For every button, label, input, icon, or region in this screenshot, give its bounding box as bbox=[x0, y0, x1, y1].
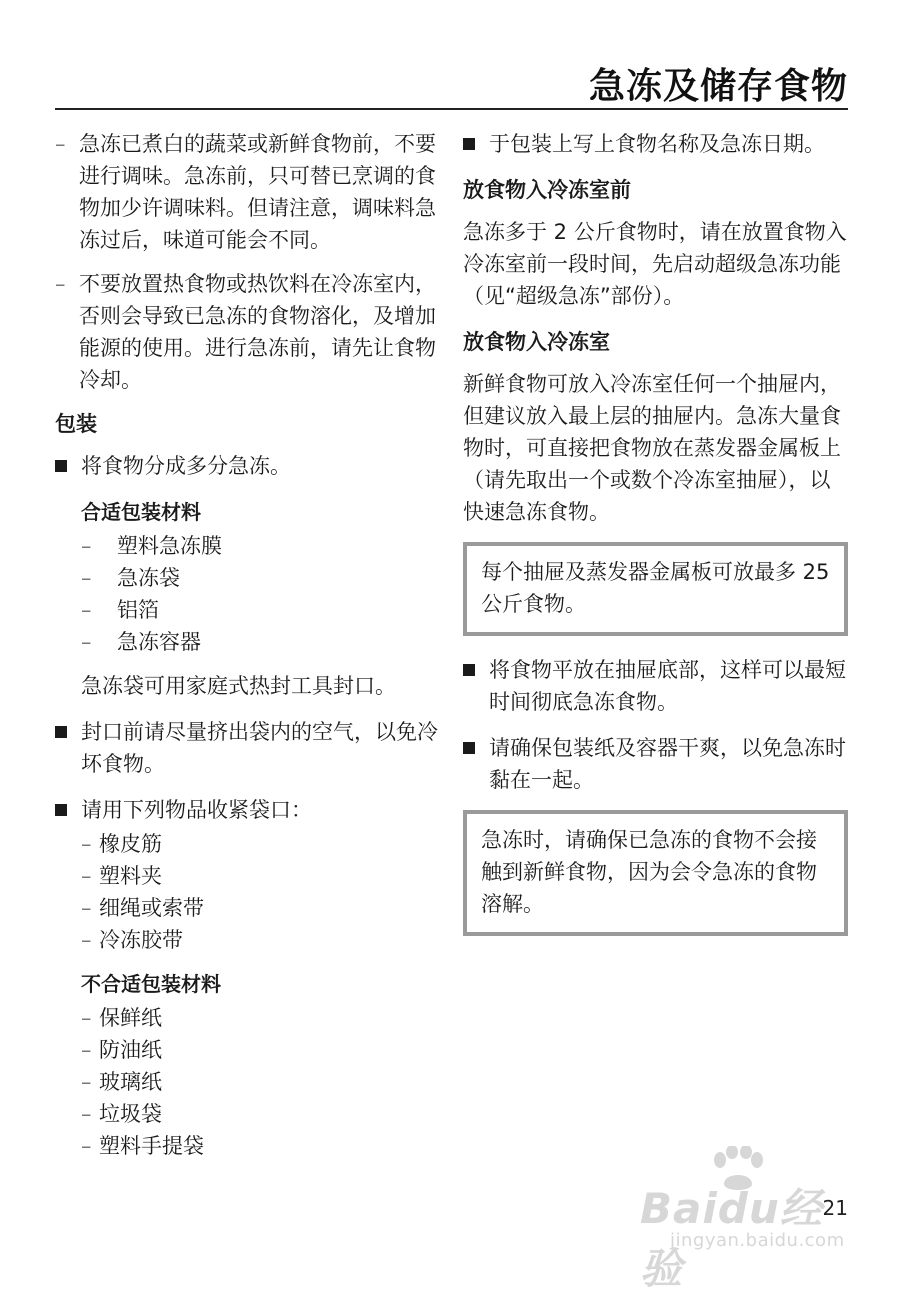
bullet-text: 封口前请尽量挤出袋内的空气，以免冷坏食物。 bbox=[81, 720, 438, 776]
list-item bbox=[81, 892, 440, 924]
placing-food-heading: 放食物入冷冻室 bbox=[463, 330, 610, 354]
watermark-url: jingyan.baidu.com bbox=[670, 1230, 845, 1251]
intro-dash-item bbox=[55, 268, 440, 396]
dash-marker: – bbox=[81, 534, 92, 558]
bullet-text: 请确保包装纸及容器干爽，以免急冻时黏在一起。 bbox=[489, 736, 846, 792]
capacity-note-text: 每个抽屉及蒸发器金属板可放最多 25 公斤食物。 bbox=[481, 560, 830, 616]
suitable-materials-heading: 合适包装材料 bbox=[81, 500, 201, 524]
list-item-text: 铝箔 bbox=[117, 598, 159, 622]
dash-marker: – bbox=[81, 928, 92, 952]
list-item-text: 垃圾袋 bbox=[99, 1102, 162, 1126]
list-item-text: 保鲜纸 bbox=[99, 1006, 162, 1030]
unsuitable-materials-list bbox=[81, 1002, 440, 1162]
placing-food-paragraph: 新鲜食物可放入冷冻室任何一个抽屉内，但建议放入最上层的抽屉内。急冻大量食物时，可直接把食物放在蒸发器金属板上（请先取出一个或数个冷冻室抽屉），以快速急冻食物。 bbox=[463, 372, 841, 524]
list-item-text: 橡皮筋 bbox=[99, 832, 162, 856]
dash-marker: – bbox=[81, 896, 92, 920]
square-bullet-icon bbox=[55, 726, 67, 738]
list-item bbox=[81, 828, 440, 860]
dash-marker: – bbox=[81, 1134, 92, 1158]
dash-marker: – bbox=[81, 864, 92, 888]
watermark-brand: Baidu经验 bbox=[640, 1184, 823, 1293]
contact-warning-text: 急冻时，请确保已急冻的食物不会接触到新鲜食物，因为会令急冻的食物溶解。 bbox=[481, 828, 817, 916]
list-item bbox=[81, 594, 440, 626]
dash-marker: – bbox=[81, 1038, 92, 1062]
list-item bbox=[81, 1002, 440, 1034]
dash-marker: – bbox=[81, 566, 92, 590]
dash-marker: – bbox=[81, 598, 92, 622]
list-item-text: 细绳或索带 bbox=[99, 896, 204, 920]
square-bullet-icon bbox=[55, 804, 67, 816]
dash-marker: – bbox=[55, 132, 66, 156]
bullet-text: 将食物分成多分急冻。 bbox=[81, 454, 291, 478]
contact-warning-box bbox=[463, 810, 848, 936]
list-item bbox=[81, 924, 440, 956]
heat-seal-note: 急冻袋可用家庭式热封工具封口。 bbox=[81, 674, 396, 698]
bullet-item bbox=[463, 654, 848, 718]
suitable-materials-list bbox=[81, 530, 440, 658]
list-item bbox=[81, 860, 440, 892]
before-freezing-paragraph: 急冻多于 2 公斤食物时，请在放置食物入冷冻室前一段时间，先启动超级急冻功能（见“超级急冻”部份）。 bbox=[463, 220, 847, 308]
square-bullet-icon bbox=[55, 460, 67, 472]
intro-dash-item bbox=[55, 128, 440, 256]
list-item-text: 塑料手提袋 bbox=[99, 1134, 204, 1158]
intro-text: 急冻已煮白的蔬菜或新鲜食物前，不要进行调味。急冻前，只可替已烹调的食物加少许调味料。但请注意，调味料急冻过后，味道可能会不同。 bbox=[79, 132, 436, 252]
right-column bbox=[463, 128, 848, 954]
list-item-text: 塑料急冻膜 bbox=[117, 534, 222, 558]
page-number: 21 bbox=[822, 1196, 848, 1220]
list-item-text: 急冻袋 bbox=[117, 566, 180, 590]
list-item bbox=[81, 562, 440, 594]
tie-items-list bbox=[81, 828, 440, 956]
title-divider bbox=[55, 108, 848, 110]
page-title: 急冻及储存食物 bbox=[588, 66, 848, 107]
list-item-text: 防油纸 bbox=[99, 1038, 162, 1062]
list-item-text: 玻璃纸 bbox=[99, 1070, 162, 1094]
capacity-note-box bbox=[463, 542, 848, 636]
list-item-text: 塑料夹 bbox=[99, 864, 162, 888]
dash-marker: – bbox=[81, 630, 92, 654]
bullet-item bbox=[55, 450, 440, 482]
dash-marker: – bbox=[81, 1006, 92, 1030]
bullet-text: 于包装上写上食物名称及急冻日期。 bbox=[489, 132, 825, 156]
list-item bbox=[81, 1066, 440, 1098]
list-item bbox=[81, 1098, 440, 1130]
bullet-item bbox=[55, 794, 440, 826]
dash-marker: – bbox=[55, 272, 66, 296]
intro-text: 不要放置热食物或热饮料在冷冻室内，否则会导致已急冻的食物溶化，及增加能源的使用。进行急冻前，请先让食物冷却。 bbox=[79, 272, 436, 392]
unsuitable-materials-heading: 不合适包装材料 bbox=[81, 972, 221, 996]
bullet-item bbox=[463, 732, 848, 796]
list-item bbox=[81, 1034, 440, 1066]
list-item bbox=[81, 626, 440, 658]
list-item-text: 冷冻胶带 bbox=[99, 928, 183, 952]
list-item-text: 急冻容器 bbox=[117, 630, 201, 654]
bullet-item bbox=[55, 716, 440, 780]
dash-marker: – bbox=[81, 1070, 92, 1094]
bullet-text: 将食物平放在抽屉底部，这样可以最短时间彻底急冻食物。 bbox=[489, 658, 846, 714]
bullet-item bbox=[463, 128, 848, 160]
list-item bbox=[81, 1130, 440, 1162]
square-bullet-icon bbox=[463, 664, 475, 676]
left-column bbox=[55, 128, 440, 1174]
square-bullet-icon bbox=[463, 742, 475, 754]
dash-marker: – bbox=[81, 1102, 92, 1126]
list-item bbox=[81, 530, 440, 562]
packaging-heading: 包装 bbox=[55, 412, 97, 436]
dash-marker: – bbox=[81, 832, 92, 856]
bullet-text: 请用下列物品收紧袋口： bbox=[81, 798, 312, 822]
before-freezing-heading: 放食物入冷冻室前 bbox=[463, 178, 631, 202]
square-bullet-icon bbox=[463, 138, 475, 150]
